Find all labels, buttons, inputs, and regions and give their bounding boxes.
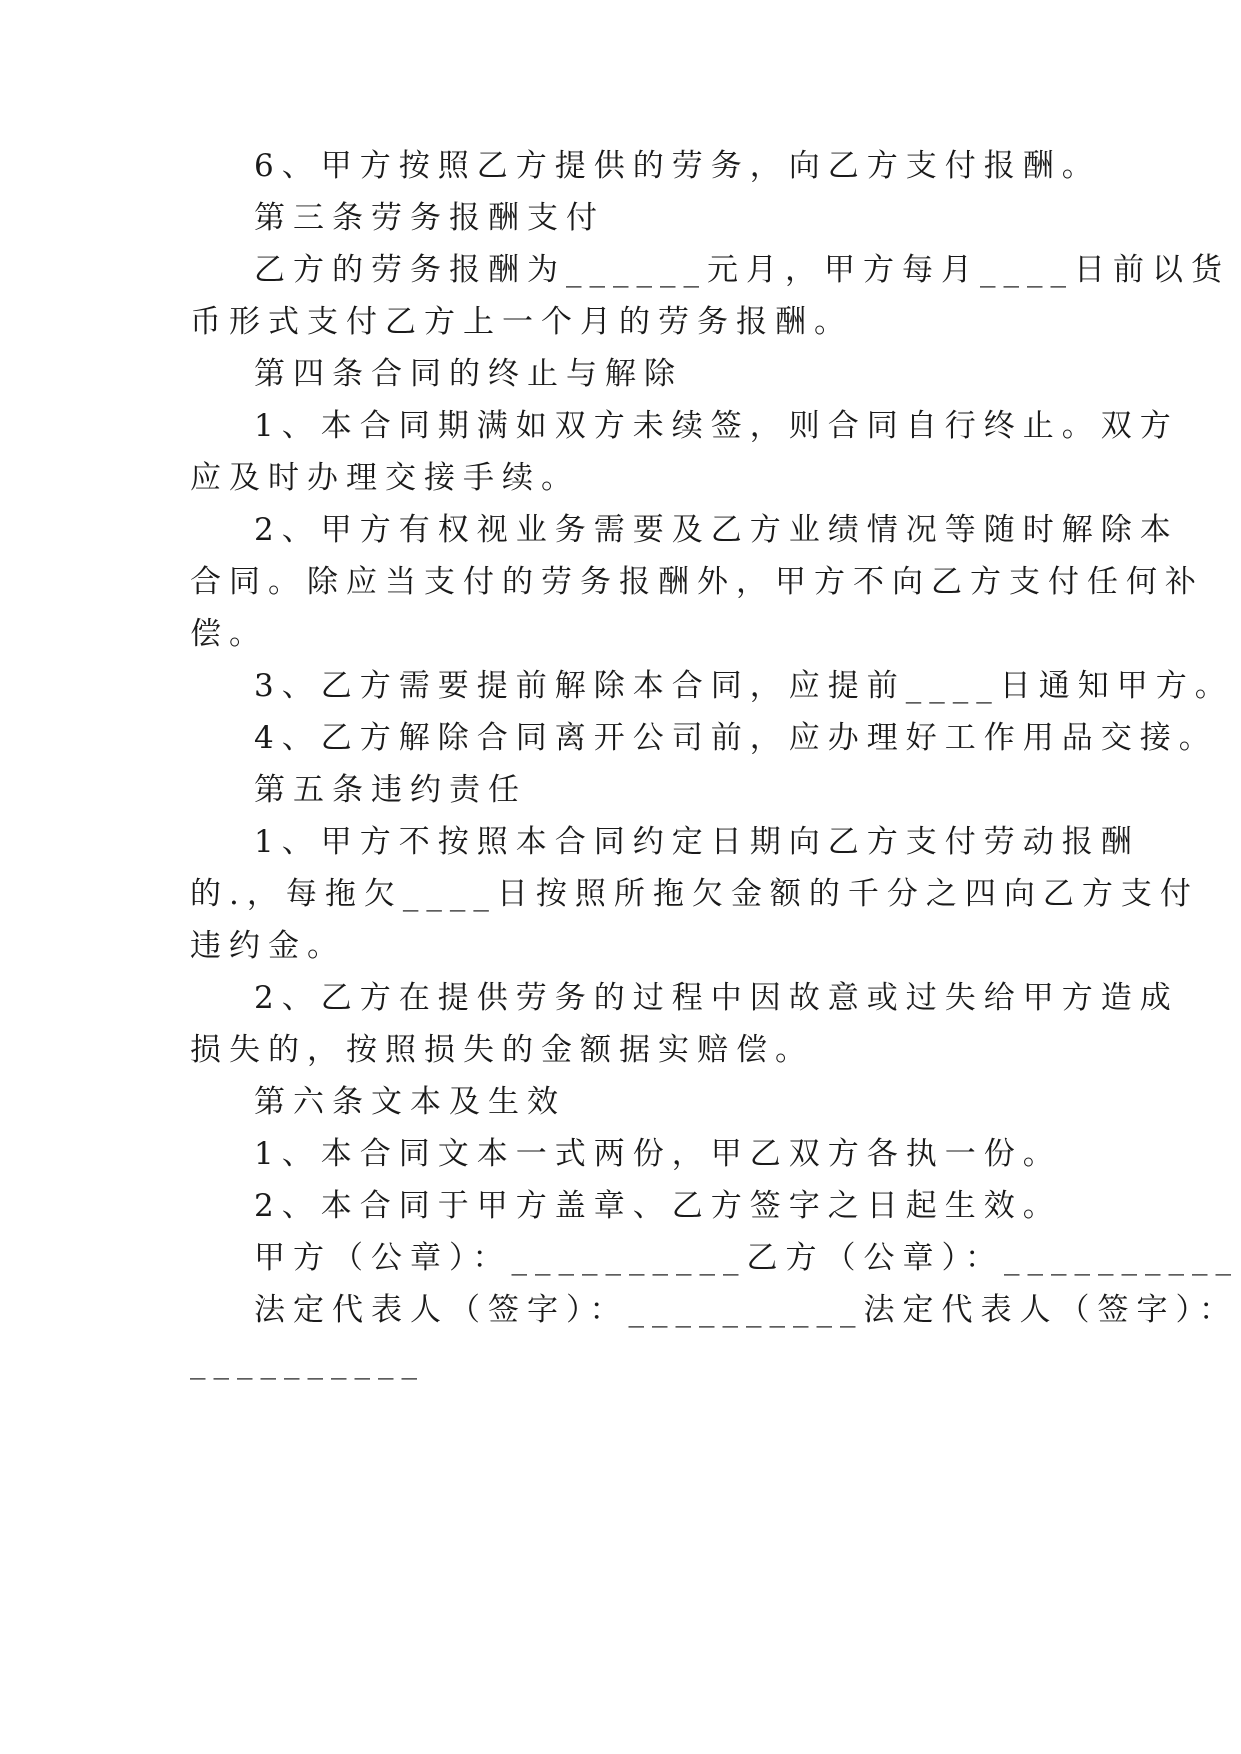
paragraph-line: 损失的，按照损失的金额据实赔偿。	[190, 1032, 814, 1068]
signature-blank: __________	[190, 1344, 425, 1380]
paragraph-line: 应及时办理交接手续。	[190, 460, 580, 496]
paragraph-line: 偿。	[190, 616, 268, 652]
paragraph-line: 4、乙方解除合同离开公司前，应办理好工作用品交接。	[254, 720, 1218, 756]
paragraph-line: 合同。除应当支付的劳务报酬外，甲方不向乙方支付任何补	[190, 564, 1204, 600]
section-heading: 第五条违约责任	[254, 772, 527, 808]
paragraph-line: 2、甲方有权视业务需要及乙方业绩情况等随时解除本	[254, 512, 1179, 548]
paragraph-line: 3、乙方需要提前解除本合同，应提前____日通知甲方。	[254, 668, 1234, 704]
section-heading: 第三条劳务报酬支付	[254, 200, 605, 236]
paragraph-line: 乙方的劳务报酬为______元月，甲方每月____日前以货	[254, 252, 1230, 288]
paragraph-line: 1、甲方不按照本合同约定日期向乙方支付劳动报酬	[254, 824, 1140, 860]
signature-line-seal: 甲方（公章）：__________乙方（公章）：__________	[254, 1240, 1239, 1276]
paragraph-line: 1、本合同期满如双方未续签，则合同自行终止。双方	[254, 408, 1179, 444]
paragraph-line: 1、本合同文本一式两份，甲乙双方各执一份。	[254, 1136, 1062, 1172]
paragraph-line: 的.，每拖欠____日按照所拖欠金额的千分之四向乙方支付	[190, 876, 1199, 912]
paragraph-line: 违约金。	[190, 928, 346, 964]
paragraph-line: 币形式支付乙方上一个月的劳务报酬。	[190, 304, 853, 340]
section-heading: 第四条合同的终止与解除	[254, 356, 683, 392]
paragraph-line: 6、甲方按照乙方提供的劳务，向乙方支付报酬。	[254, 148, 1101, 184]
paragraph-line: 2、乙方在提供劳务的过程中因故意或过失给甲方造成	[254, 980, 1179, 1016]
paragraph-line: 2、本合同于甲方盖章、乙方签字之日起生效。	[254, 1188, 1062, 1224]
section-heading: 第六条文本及生效	[254, 1084, 566, 1120]
signature-line-representative: 法定代表人（签字）：__________法定代表人（签字）：	[254, 1292, 1238, 1328]
